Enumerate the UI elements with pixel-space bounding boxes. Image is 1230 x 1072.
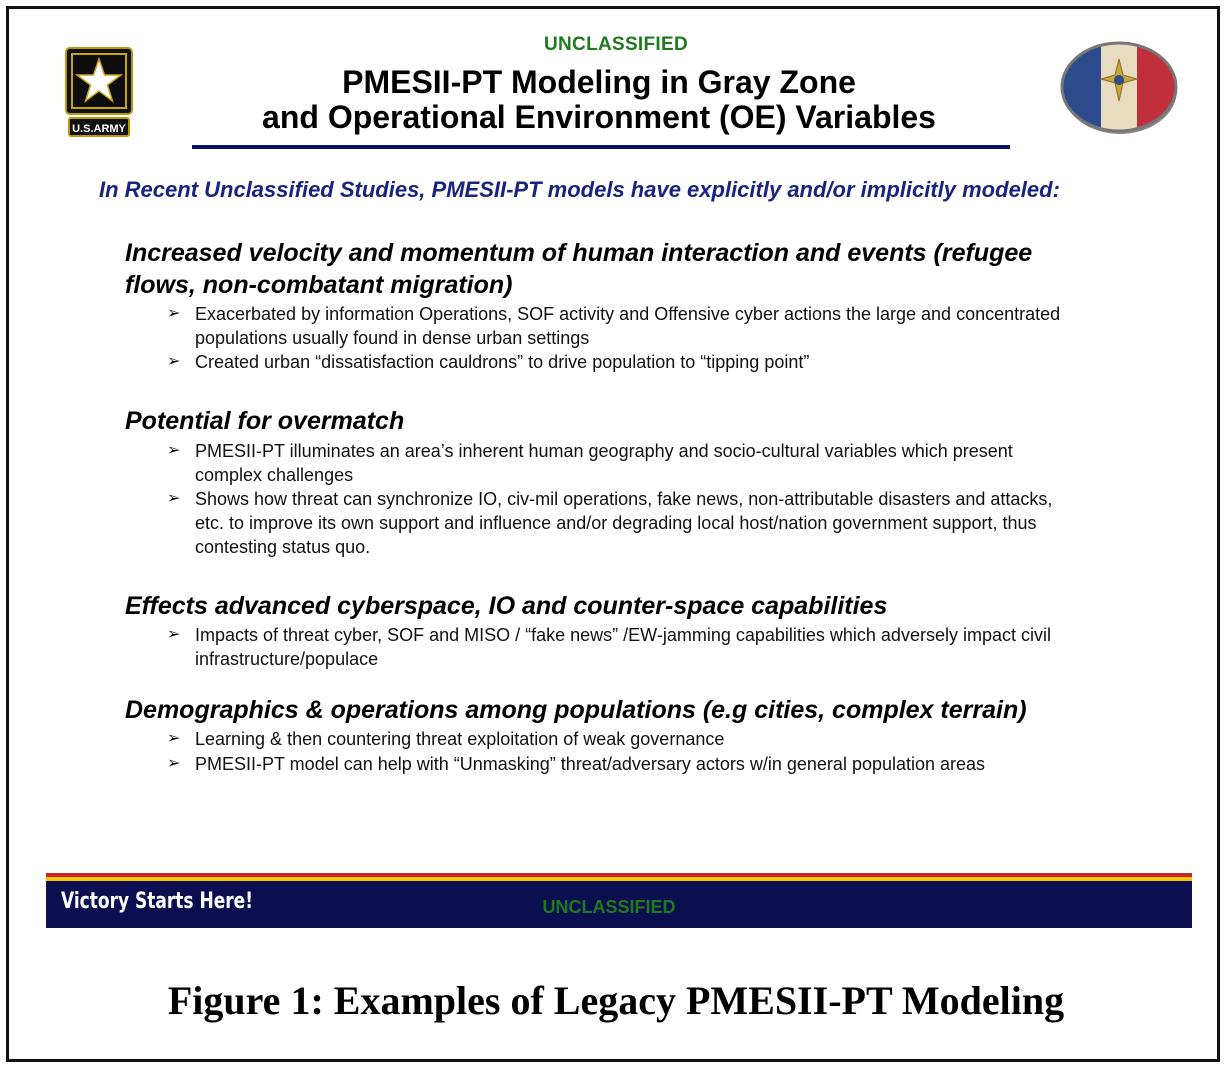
classification-banner-bottom: UNCLASSIFIED — [542, 897, 676, 917]
bullet-item: ➢ PMESII-PT model can help with “Unmasking” threat/adversary actors w/in general population areas — [167, 754, 986, 774]
arrow-bullet-icon: ➢ — [167, 353, 181, 370]
army-logo-text: U.S.ARMY — [72, 123, 126, 135]
arrow-bullet-icon: ➢ — [167, 626, 181, 643]
page-title — [189, 65, 1009, 135]
arrow-bullet-icon: ➢ — [167, 442, 181, 459]
section-heading-demographics: Demographics & operations among populations (e.g cities, complex terrain) — [125, 696, 1027, 724]
bullet-item: ➢ Learning & then countering threat exploitation of weak governance — [167, 729, 725, 749]
bullet-item: ➢ Created urban “dissatisfaction cauldrons” to drive population to “tipping point” — [167, 352, 810, 372]
unit-emblem-logo — [1059, 37, 1179, 137]
bullet-item: ➢ PMESII-PT illuminates an area’s inherent human geography and socio-cultural variables which present complex challenges — [167, 441, 1013, 485]
slide-frame — [6, 6, 1220, 1062]
section-heading-overmatch: Potential for overmatch — [125, 407, 405, 435]
arrow-bullet-icon: ➢ — [167, 755, 181, 772]
classification-banner-top: UNCLASSIFIED — [544, 34, 688, 55]
intro-statement: In Recent Unclassified Studies, PMESII-PT models have explicitly and/or implicitly modeled: — [99, 177, 1060, 202]
footer-slogan: Victory Starts Here! — [61, 889, 253, 914]
section-heading-cyberspace: Effects advanced cyberspace, IO and counter-space capabilities — [125, 592, 888, 620]
bullet-item: ➢ Shows how threat can synchronize IO, civ-mil operations, fake news, non-attributable disasters and attacks, etc. to improve its own support and influence and/or degrading local host/nation government support, thus contesting status quo. — [167, 489, 1053, 557]
arrow-bullet-icon: ➢ — [167, 490, 181, 507]
arrow-bullet-icon: ➢ — [167, 305, 181, 322]
us-army-star-logo — [65, 47, 133, 139]
title-line-1: PMESII-PT Modeling in Gray Zone — [342, 64, 856, 100]
section-heading-velocity: Increased velocity and momentum of human interaction and events (refugee flows, non-combatant migration) — [125, 239, 1033, 299]
bullet-item: ➢ Exacerbated by information Operations, SOF activity and Offensive cyber actions the large and concentrated populations usually found in dense urban settings — [167, 304, 1061, 348]
title-line-2: and Operational Environment (OE) Variables — [262, 99, 936, 135]
title-underline — [192, 145, 1010, 149]
bullet-item: ➢ Impacts of threat cyber, SOF and MISO / “fake news” /EW-jamming capabilities which adversely impact civil infrastructure/populace — [167, 625, 1051, 669]
figure-caption: Figure 1: Examples of Legacy PMESII-PT Modeling — [167, 978, 1065, 1023]
arrow-bullet-icon: ➢ — [167, 730, 181, 747]
